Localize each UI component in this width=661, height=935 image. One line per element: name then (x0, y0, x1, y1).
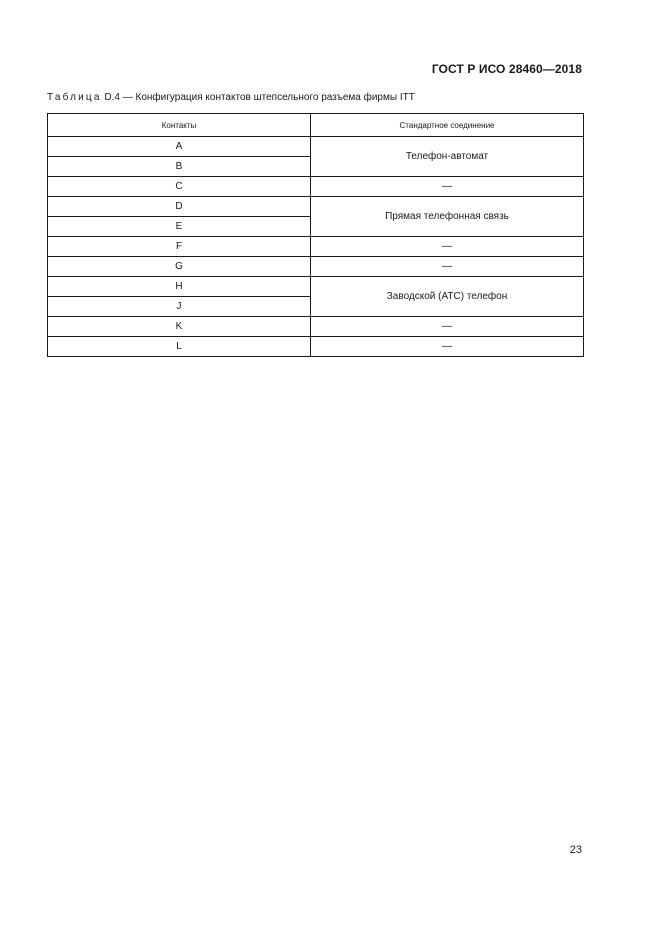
connection-cell: — (311, 237, 584, 257)
table-row (48, 237, 584, 257)
contact-cell: H (48, 277, 311, 297)
table-row (48, 317, 584, 337)
connection-cell: Заводской (АТС) телефон (311, 277, 584, 317)
connection-cell: Прямая телефонная связь (311, 197, 584, 237)
connection-cell: — (311, 257, 584, 277)
connection-cell: Телефон-автомат (311, 137, 584, 177)
table-row (48, 197, 584, 217)
table-row (48, 177, 584, 197)
contact-cell: A (48, 137, 311, 157)
contact-cell: C (48, 177, 311, 197)
table-caption (47, 92, 415, 103)
table-row (48, 137, 584, 157)
contacts-table (47, 113, 584, 357)
table-caption-text: D.4 — Конфигурация контактов штепсельного разъема фирмы ITT (101, 92, 415, 103)
table-caption-prefix: Таблица (47, 92, 102, 103)
contact-cell: D (48, 197, 311, 217)
page-number: 23 (569, 844, 582, 856)
contact-cell: F (48, 237, 311, 257)
connection-cell: — (311, 317, 584, 337)
header-standard-connection: Стандартное соединение (311, 114, 584, 137)
table-row (48, 277, 584, 297)
header-contacts: Контакты (48, 114, 311, 137)
table-row (48, 257, 584, 277)
contact-cell: B (48, 157, 311, 177)
contact-cell: E (48, 217, 311, 237)
connection-cell: — (311, 337, 584, 357)
contact-cell: L (48, 337, 311, 357)
connection-cell: — (311, 177, 584, 197)
contact-cell: J (48, 297, 311, 317)
contact-cell: G (48, 257, 311, 277)
document-code: ГОСТ Р ИСО 28460—2018 (431, 62, 582, 76)
table-row (48, 337, 584, 357)
table-header-row (48, 114, 584, 137)
contact-cell: K (48, 317, 311, 337)
